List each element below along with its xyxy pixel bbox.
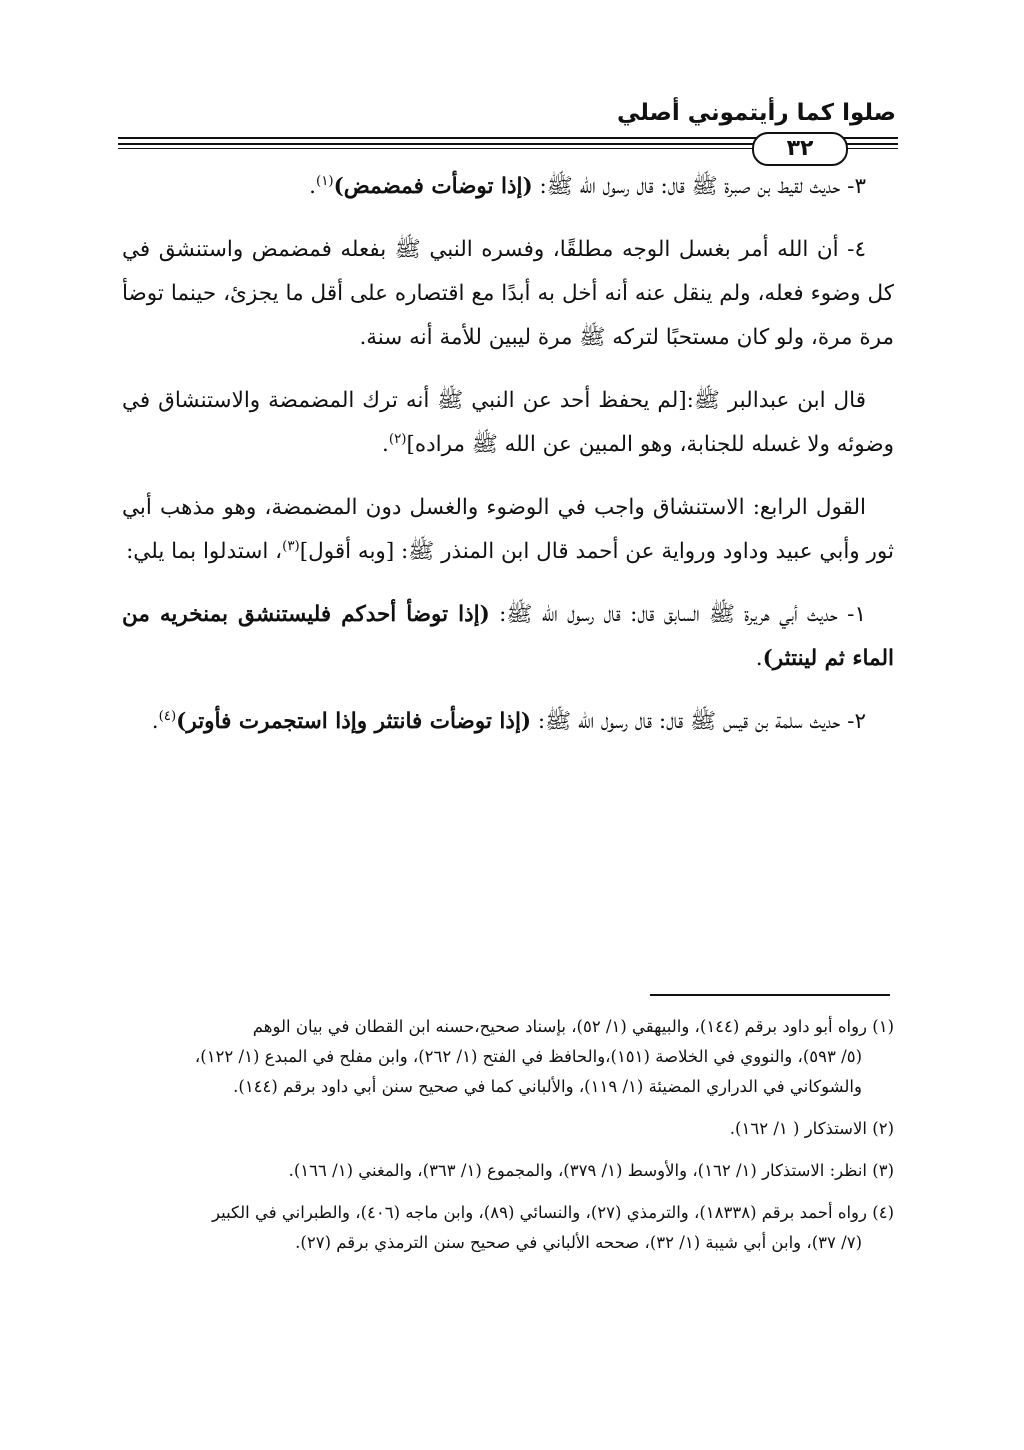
main-text: [122, 165, 894, 744]
paragraph-ibn-abdulbarr: قال ابن عبدالبر ﷺ:[لم يحفظ أحد عن النبي ﷺ أنه ترك المضمضة والاستنشاق في وضوئه ولا غسله للجنابة، وهو المبين عن الله ﷺ مراده]$^{(٢)}$.: [122, 388, 894, 457]
paragraph-fourth-opinion: القول الرابع: الاستنشاق واجب في الوضوء والغسل دون المضمضة، وهو مذهب أبي ثور وأبي عبيد وداود ورواية عن أحمد قال ابن المنذر ﷺ: [وبه أقول]$^{(٣)}$، استدلوا بما يلي:: [122, 495, 894, 564]
footnote-separator: [650, 994, 890, 996]
footnote-ref: (٤): [158, 708, 177, 724]
footnote-ref: (١): [316, 173, 334, 189]
paragraph-hadith-abu-hurayra: ١- حديث أبي هريرة ﷺ السابق قال: قال رسول الله ﷺ: (إذا توضأ أحدكم فليستنشق بمنخريه من الماء ثم لينتثر).: [122, 602, 894, 671]
hadith-quote: (إذا توضأ أحدكم فليستنشق بمنخريه من الماء ثم لينتثر): [122, 602, 894, 671]
running-header-title: صلوا كما رأيتموني أصلي: [616, 100, 896, 126]
footnote-4: (٤) رواه أحمد برقم (١٨٣٣٨)، والترمذي (٢٧)، والنسائي (٨٩)، وابن ماجه (٤٠٦)، والطبراني في الكبير (٧/ ٣٧)، وابن أبي شيبة (١/ ٣٢)، صححه الألباني في صحيح سنن الترمذي برقم (٢٧).: [211, 1203, 894, 1252]
paragraph-hadith-laqit: ٣- حديث لقيط بن صبرة ﷺ قال: قال رسول الله ﷺ: (إذا توضأت فمضمض)$^{(١)}$.: [309, 173, 866, 199]
footnote-1: (١) رواه أبو داود برقم (١٤٤)، والبيهقي (١/ ٥٢)، بإسناد صحيح،حسنه ابن القطان في بيان الوهم (٥/ ٥٩٣)، والنووي في الخلاصة (١٥١)،والحافظ في الفتح (١/ ٢٦٢)، وابن مفلح في المبدع (١/ ١٢٢)، والشوكاني في الدراري المضيئة (١/ ١١٩)، والألباني كما في صحيح سنن أبي داود برقم (١٤٤).: [194, 1017, 894, 1096]
footnote-2: (٢) الاستذكار ( ١/ ١٦٢).: [729, 1119, 894, 1138]
footnotes: [122, 1012, 894, 1270]
hadith-quote: (إذا توضأت فانتثر وإذا استجمرت فأوتر): [176, 709, 532, 734]
page-number: ٣٢: [752, 132, 848, 166]
hadith-quote: (إذا توضأت فمضمض): [333, 174, 533, 199]
footnote-3: (٣) انظر: الاستذكار (١/ ١٦٢)، والأوسط (١/ ٣٧٩)، والمجموع (١/ ٣٦٣)، والمغني (١/ ١٦٦).: [288, 1161, 894, 1180]
paragraph-evidence-4: ٤- أن الله أمر بغسل الوجه مطلقًا، وفسره النبي ﷺ بفعله فمضمض واستنشق في كل وضوء فعله، ولم ينقل عنه أنه أخل به أبدًا مع اقتصاره على أقل ما يجزئ، حينما توضأ مرة مرة، ولو كان مستحبًا لتركه ﷺ مرة ليبين للأمة أنه سنة.: [122, 237, 894, 350]
paragraph-hadith-salama: ٢- حديث سلمة بن قيس ﷺ قال: قال رسول الله ﷺ: (إذا توضأت فانتثر وإذا استجمرت فأوتر)$^{(٤)}$.: [151, 708, 866, 734]
footnote-ref: (٣): [282, 538, 300, 554]
footnote-ref: (٢): [388, 431, 407, 447]
